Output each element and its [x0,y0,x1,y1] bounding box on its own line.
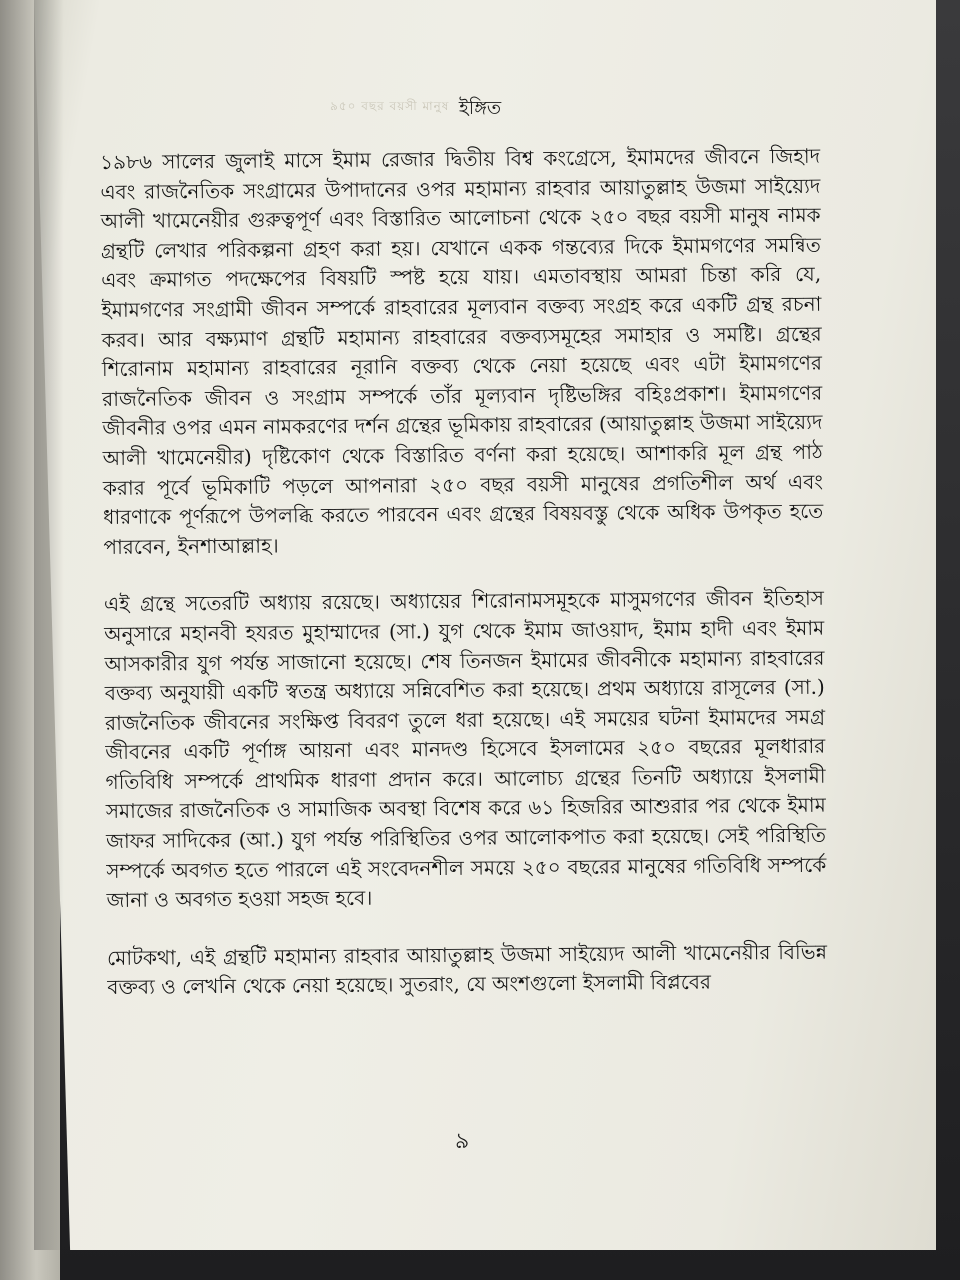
paragraph-2: এই গ্রন্থে সতেরটি অধ্যায় রয়েছে। অধ্যায়ের শিরোনামসমূহকে মাসুমগণের জীবন ইতিহাস অনুসারে মহানবী হযরত মুহাম্মাদের (সা.) যুগ থেকে ইমাম জাওয়াদ, ইমাম হাদী এবং ইমাম আসকারীর যুগ পর্যন্ত সাজানো হয়েছে। শেষ তিনজন ইমামের জীবনীকে মহামান্য রাহবারের বক্তব্য অনুযায়ী একটি স্বতন্ত্র অধ্যায়ে সন্নিবেশিত করা হয়েছে। প্রথম অধ্যায়ে রাসূলের (সা.) রাজনৈতিক জীবনের সংক্ষিপ্ত বিবরণ তুলে ধরা হয়েছে। এই সময়ের ঘটনা ইমামদের সমগ্র জীবনের একটি পূর্ণাঙ্গ আয়না এবং মানদণ্ড হিসেবে ইসলামের ২৫০ বছরের মূলধারার গতিবিধি সম্পর্কে প্রাথমিক ধারণা প্রদান করে। আলোচ্য গ্রন্থের তিনটি অধ্যায়ে ইসলামী সমাজের রাজনৈতিক ও সামাজিক অবস্থা বিশেষ করে ৬১ হিজরির আশুরার পর থেকে ইমাম জাফর সাদিকের (আ.) যুগ পর্যন্ত পরিস্থিতির ওপর আলোকপাত করা হয়েছে। সেই পরিস্থিতি সম্পর্কে অবগত হতে পারলে এই সংবেদনশীল সময়ে ২৫০ বছরের মানুষের গতিবিধি সম্পর্কে জানা ও অবগত হওয়া সহজ হবে। [103,586,827,913]
page-number: ৯ [455,1129,470,1154]
body-text [100,142,827,1003]
bleed-through-running-head: ৯৫০ বছর বয়সী মানুষ [330,99,450,113]
paragraph-3: মোটকথা, এই গ্রন্থটি মহামান্য রাহবার আয়াতুল্লাহ উজমা সাইয়্যেদ আলী খামেনেয়ীর বিভিন্ন বক্তব্য ও লেখনি থেকে নেয়া হয়েছে। সুতরাং, যে অংশগুলো ইসলামী বিপ্লবের [106,939,828,1000]
spine-shadow [34,0,64,1250]
paragraph-1: ১৯৮৬ সালের জুলাই মাসে ইমাম রেজার দ্বিতীয় বিশ্ব কংগ্রেসে, ইমামদের জীবনে জিহাদ এবং রাজনৈতিক সংগ্রামের উপাদানের ওপর মহামান্য রাহবার আয়াতুল্লাহ উজমা সাইয়্যেদ আলী খামেনেয়ীর গুরুত্বপূর্ণ এবং বিস্তারিত আলোচনা থেকে ২৫০ বছর বয়সী মানুষ নামক গ্রন্থটি লেখার পরিকল্পনা গ্রহণ করা হয়। যেখানে একক গন্তব্যের দিকে ইমামগণের সমন্বিত এবং ক্রমাগত পদক্ষেপের বিষয়টি স্পষ্ট হয়ে যায়। এমতাবস্থায় আমরা চিন্তা করি যে, ইমামগণের সংগ্রামী জীবন সম্পর্কে রাহবারের মূল্যবান বক্তব্য সংগ্রহ করে একটি গ্রন্থ রচনা করব। আর বক্ষ্যমাণ গ্রন্থটি মহামান্য রাহবারের বক্তব্যসমূহের সমাহার ও সমষ্টি। গ্রন্থের শিরোনাম মহামান্য রাহবারের নূরানি বক্তব্য থেকে নেয়া হয়েছে এবং এটা ইমামগণের রাজনৈতিক জীবন ও সংগ্রাম সম্পর্কে তাঁর মূল্যবান দৃষ্টিভঙ্গির বহিঃপ্রকাশ। ইমামগণের জীবনীর ওপর এমন নামকরণের দর্শন গ্রন্থের ভূমিকায় রাহবারের (আয়াতুল্লাহ উজমা সাইয়্যেদ আলী খামেনেয়ীর) দৃষ্টিকোণ থেকে বিস্তারিত বর্ণনা করা হয়েছে। আশাকরি মূল গ্রন্থ পাঠ করার পূর্বে ভূমিকাটি পড়লে আপনারা ২৫০ বছর বয়সী মানুষের প্রগতিশীল অর্থ এবং ধারণাকে পূর্ণরূপে উপলব্ধি করতে পারবেন এবং গ্রন্থের বিষয়বস্তু থেকে অধিক উপকৃত হতে পারবেন, ইনশাআল্লাহ। [100,143,824,559]
page-title: ইঙ্গিত [458,97,502,119]
